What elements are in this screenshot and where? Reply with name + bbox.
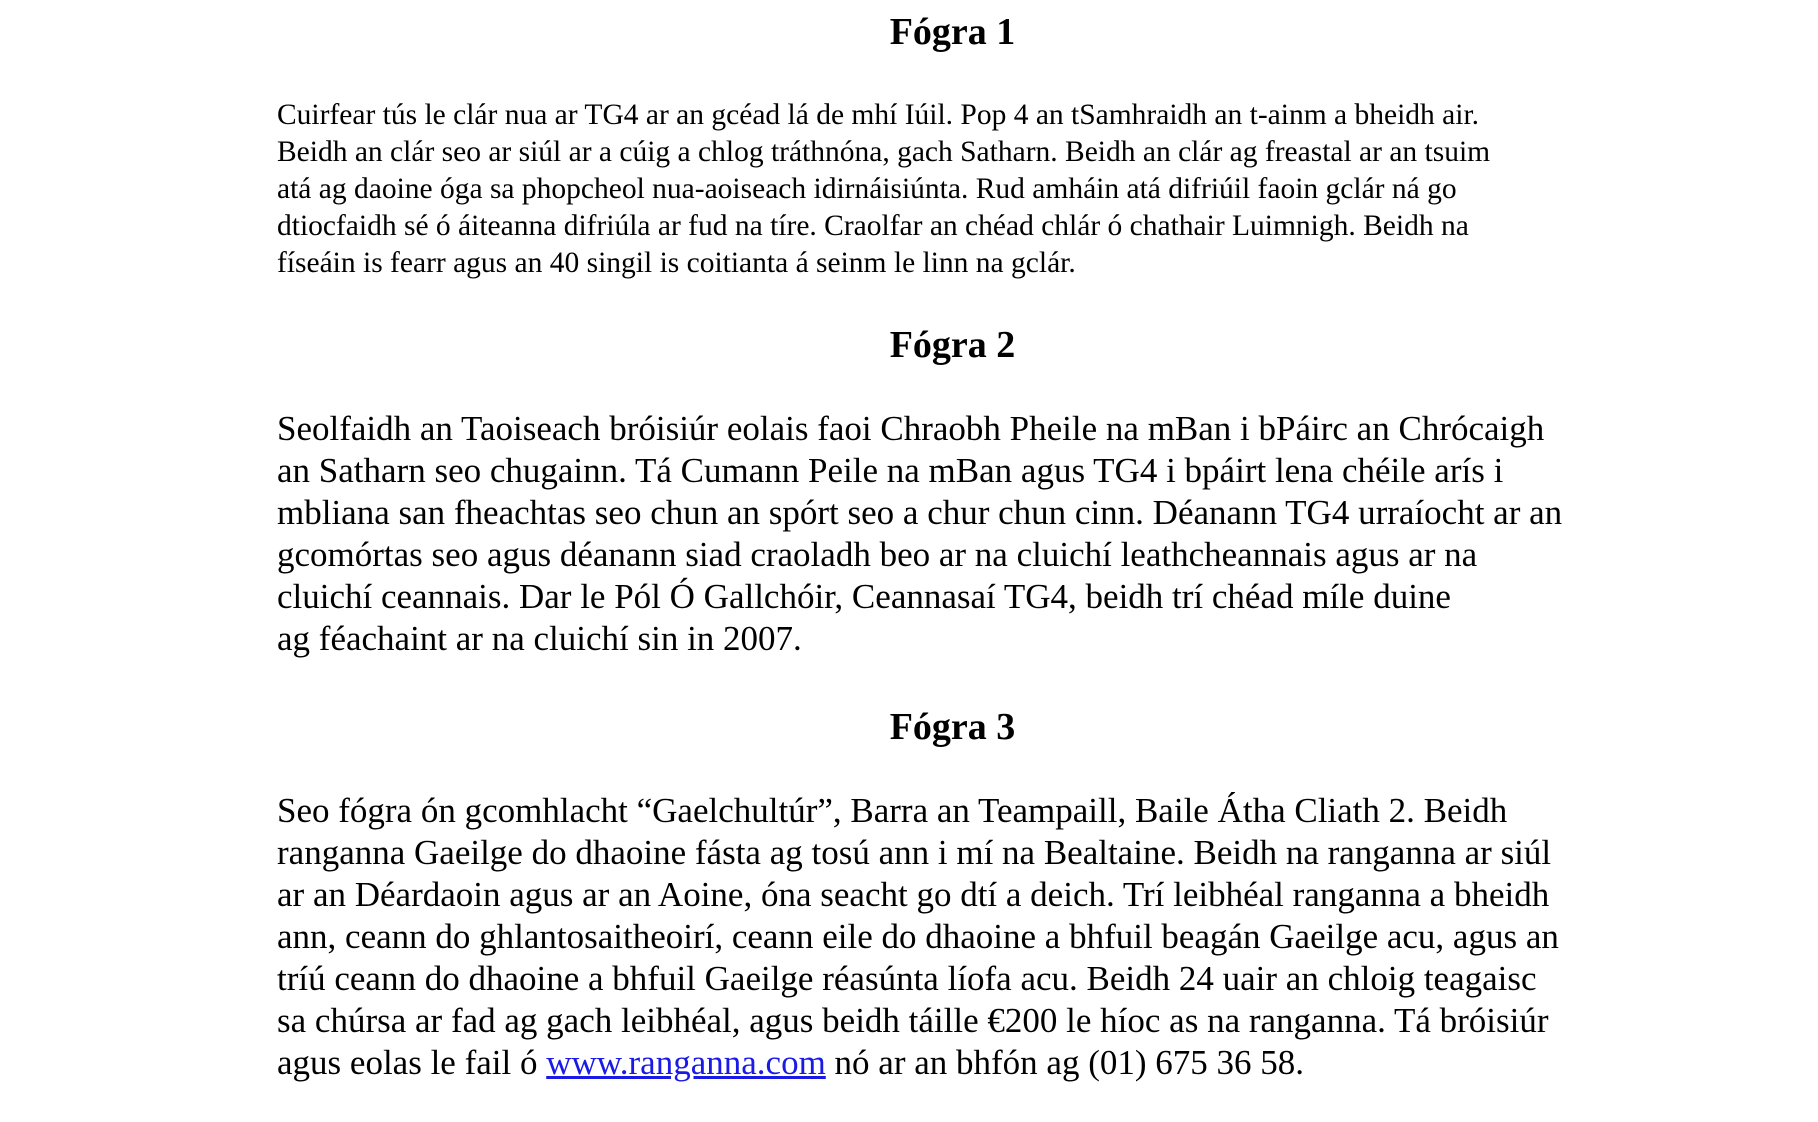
section-1-heading: Fógra 1 [889,11,1016,53]
paragraph-line: dtiocfaidh sé ó áiteanna difriúla ar fud na tíre. Craolfar an chéad chlár ó chathair Luimnigh. Beidh na [277,210,1469,242]
section-3-paragraph [277,790,1677,1084]
paragraph-line: Seolfaidh an Taoiseach bróisiúr eolais faoi Chraobh Pheile na mBan i bPáirc an Chrócaigh [277,409,1545,448]
paragraph-line: Seo fógra ón gcomhlacht “Gaelchultúr”, Barra an Teampaill, Baile Átha Cliath 2. Beidh [277,791,1508,830]
last-line-text-after: nó ar an bhfón ag (01) 675 36 58. [825,1043,1305,1082]
section-2-paragraph [277,408,1677,660]
section-2-heading: Fógra 2 [889,324,1016,366]
paragraph-line: tríú ceann do dhaoine a bhfuil Gaeilge réasúnta líofa acu. Beidh 24 uair an chloig teagaisc [277,959,1537,998]
paragraph-line: físeáin is fearr agus an 40 singil is coitianta á seinm le linn na gclár. [277,247,1076,279]
paragraph-line: gcomórtas seo agus déanann siad craoladh beo ar na cluichí leathcheannais agus ar na [277,535,1478,574]
paragraph-line: Cuirfear tús le clár nua ar TG4 ar an gcéad lá de mhí Iúil. Pop 4 an tSamhraidh an t-ainm a bheidh air. [277,99,1480,131]
paragraph-last-line [277,1042,1677,1084]
paragraph-line: an Satharn seo chugainn. Tá Cumann Peile na mBan agus TG4 i bpáirt lena chéile arís i [277,451,1504,490]
paragraph-line: cluichí ceannais. Dar le Pól Ó Gallchóir, Ceannasaí TG4, beidh trí chéad míle duine [277,577,1451,616]
paragraph-line: ar an Déardaoin agus ar an Aoine, óna seacht go dtí a deich. Trí leibhéal ranganna a bheidh [277,875,1550,914]
paragraph-line: ranganna Gaeilge do dhaoine fásta ag tosú ann i mí na Bealtaine. Beidh na ranganna ar siúl [277,833,1552,872]
paragraph-line: atá ag daoine óga sa phopcheol nua-aoiseach idirnáisiúnta. Rud amháin atá difriúil faoin gclár ná go [277,173,1457,205]
paragraph-line: ag féachaint ar na cluichí sin in 2007. [277,619,802,658]
paragraph-line: Beidh an clár seo ar siúl ar a cúig a chlog tráthnóna, gach Satharn. Beidh an clár ag freastal ar an tsuim [277,136,1491,168]
last-line-text-before: agus eolas le fail ó [277,1043,547,1082]
paragraph-line: sa chúrsa ar fad ag gach leibhéal, agus beidh táille €200 le híoc as na ranganna. Tá bróisiúr [277,1001,1549,1040]
paragraph-line: mbliana san fheachtas seo chun an spórt seo a chur chun cinn. Déanann TG4 urraíocht ar an [277,493,1563,532]
ranganna-website-link[interactable]: www.ranganna.com [546,1043,826,1082]
section-1-paragraph [277,97,1677,282]
section-3-heading: Fógra 3 [889,706,1016,748]
paragraph-line: ann, ceann do ghlantosaitheoirí, ceann eile do dhaoine a bhfuil beagán Gaeilge acu, agus an [277,917,1559,956]
